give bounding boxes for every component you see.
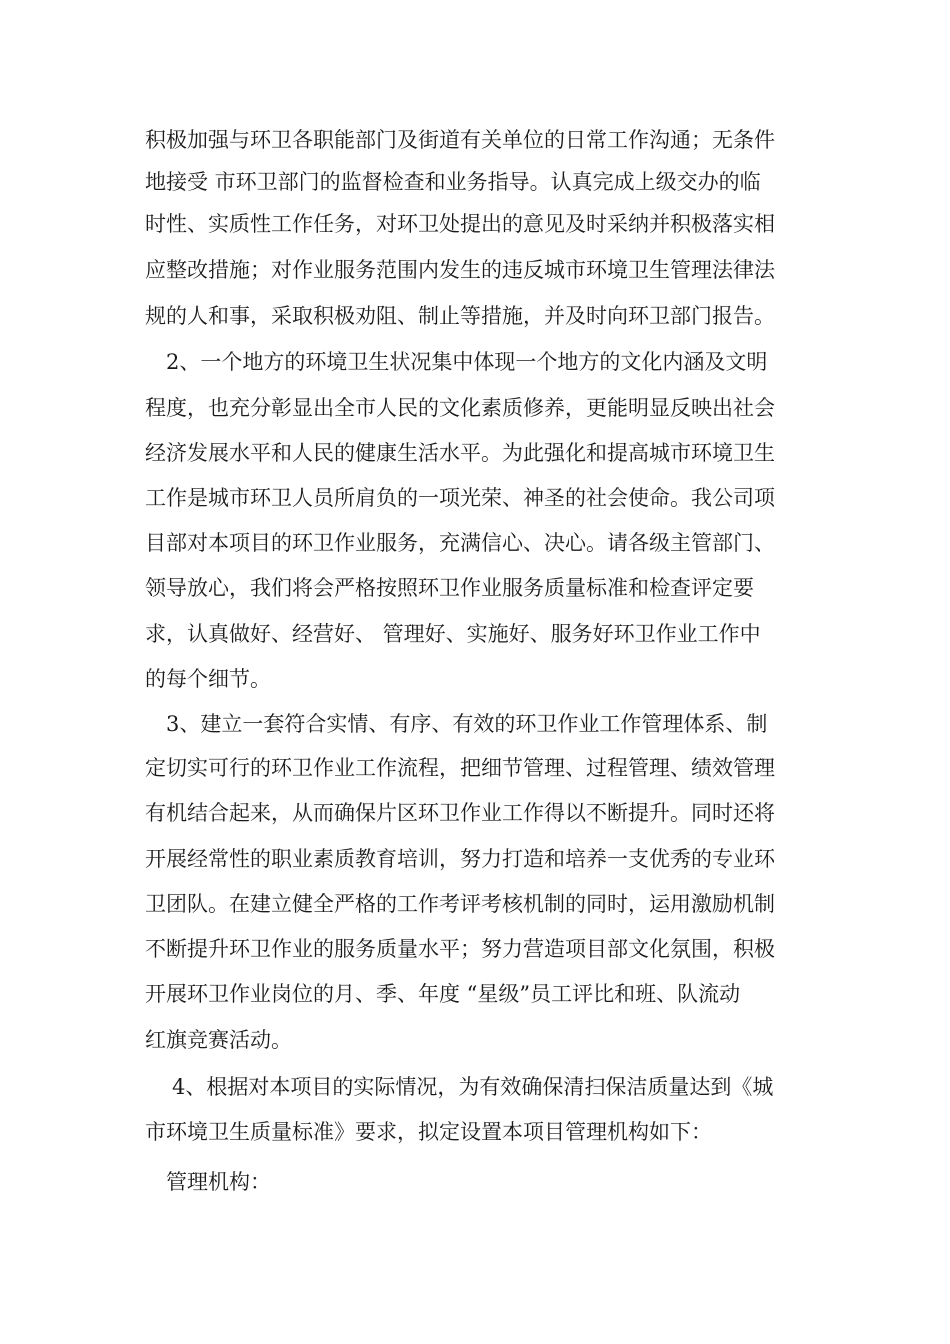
p2-line-1: 2、一个地方的环境卫生状况集中体现一个地方的文化内涵及文明	[166, 350, 768, 374]
p3-line-5: 卫团队。在建立健全严格的工作考评考核机制的同时，运用激励机制	[145, 892, 775, 916]
p2-line-6: 领导放心，我们将会严格按照环卫作业服务质量标准和检查评定要	[145, 576, 754, 600]
p3-line-3: 有机结合起来，从而确保片区环卫作业工作得以不断提升。同时还将	[145, 801, 775, 825]
p1-line-2: 地接受 市环卫部门的监督检查和业务指导。认真完成上级交办的临	[145, 170, 761, 194]
p3-line-4: 开展经常性的职业素质教育培训，努力打造和培养一支优秀的专业环	[145, 847, 775, 871]
p1-line-1: 积极加强与环卫各职能部门及街道有关单位的日常工作沟通；无条件	[145, 128, 775, 152]
p3-line-6: 不断提升环卫作业的服务质量水平；努力营造项目部文化氛围，积极	[145, 937, 775, 961]
p1-line-4: 应整改措施；对作业服务范围内发生的违反城市环境卫生管理法律法	[145, 258, 775, 282]
p1-line-3: 时性、实质性工作任务，对环卫处提出的意见及时采纳并积极落实相	[145, 212, 775, 236]
p2-line-3: 经济发展水平和人民的健康生活水平。为此强化和提高城市环境卫生	[145, 441, 775, 465]
p2-line-7: 求，认真做好、经营好、 管理好、实施好、服务好环卫作业工作中	[145, 622, 761, 646]
p2-line-2: 程度，也充分彰显出全市人民的文化素质修养，更能明显反映出社会	[145, 396, 775, 420]
document-body	[145, 0, 809, 1344]
p4-line-1: 4、根据对本项目的实际情况，为有效确保清扫保洁质量达到《城	[172, 1075, 774, 1099]
p2-line-5: 目部对本项目的环卫作业服务，充满信心、决心。请各级主管部门、	[145, 531, 775, 555]
p2-line-8: 的每个细节。	[145, 667, 271, 691]
p3-line-2: 定切实可行的环卫作业工作流程，把细节管理、过程管理、绩效管理	[145, 756, 775, 780]
p1-line-5: 规的人和事，采取积极劝阻、制止等措施，并及时向环卫部门报告。	[145, 304, 775, 328]
p5-line-1: 管理机构：	[166, 1170, 271, 1194]
p3-line-8: 红旗竞赛活动。	[145, 1028, 292, 1052]
p4-line-2: 市环境卫生质量标准》要求，拟定设置本项目管理机构如下：	[145, 1120, 712, 1144]
p2-line-4: 工作是城市环卫人员所肩负的一项光荣、神圣的社会使命。我公司项	[145, 486, 775, 510]
p3-line-1: 3、建立一套符合实情、有序、有效的环卫作业工作管理体系、制	[166, 712, 768, 736]
p3-line-7: 开展环卫作业岗位的月、季、年度 “星级”员工评比和班、队流动	[145, 982, 741, 1006]
